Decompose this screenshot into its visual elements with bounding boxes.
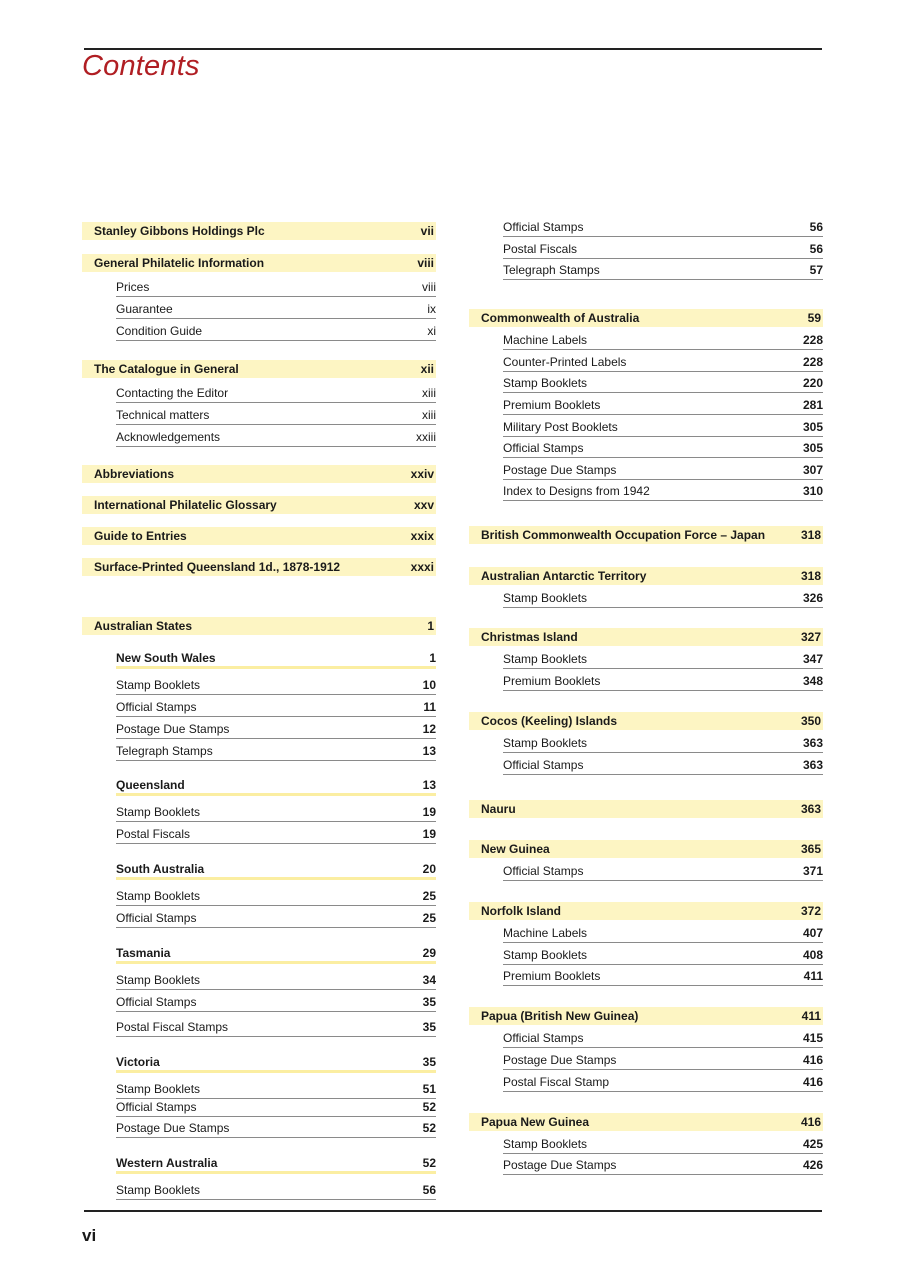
section-label: Guide to Entries [94, 529, 187, 543]
toc-section[interactable] [469, 1007, 823, 1025]
page-title: Contents [82, 50, 200, 82]
entry-page: 13 [422, 744, 436, 758]
toc-subsection[interactable] [116, 1053, 436, 1073]
toc-entry[interactable] [503, 331, 823, 350]
entry-page: 10 [422, 678, 436, 692]
toc-entry[interactable] [116, 300, 436, 319]
entry-label: Official Stamps [116, 995, 197, 1009]
entry-page: 416 [802, 1053, 823, 1067]
entry-label: Stamp Booklets [503, 376, 588, 390]
entry-label: Official Stamps [503, 1031, 584, 1045]
entry-page: 426 [802, 1158, 823, 1172]
toc-entry[interactable] [116, 1098, 436, 1117]
entry-label: Stamp Booklets [503, 591, 588, 605]
toc-entry[interactable] [503, 1029, 823, 1048]
entry-label: Official Stamps [503, 864, 584, 878]
section-page: 318 [800, 569, 821, 583]
section-page: xxiv [410, 467, 434, 481]
toc-entry[interactable] [503, 650, 823, 669]
toc-section[interactable] [82, 527, 436, 545]
section-label: Commonwealth of Australia [481, 311, 640, 325]
entry-page: 411 [803, 969, 823, 983]
page-number: vi [82, 1226, 97, 1245]
entry-label: Stamp Booklets [503, 948, 588, 962]
section-page: 372 [800, 904, 821, 918]
subsection-page: 20 [422, 862, 436, 876]
entry-label: Stamp Booklets [116, 973, 201, 987]
toc-entry[interactable] [116, 428, 436, 447]
toc-section[interactable] [469, 902, 823, 920]
entry-page: 51 [422, 1082, 436, 1096]
subsection-label: Western Australia [116, 1156, 218, 1170]
entry-page: ix [427, 302, 436, 316]
toc-section[interactable] [469, 840, 823, 858]
section-page: 363 [800, 802, 821, 816]
subsection-label: New South Wales [116, 651, 216, 665]
toc-section[interactable] [82, 222, 436, 240]
entry-page: 19 [422, 805, 436, 819]
section-label: Surface-Printed Queensland 1d., 1878-1912 [94, 560, 341, 574]
section-label: Australian Antarctic Territory [481, 569, 647, 583]
subsection-label: South Australia [116, 862, 205, 876]
toc-section[interactable] [469, 712, 823, 730]
entry-label: Postal Fiscals [503, 242, 578, 256]
entry-page: 363 [802, 758, 823, 772]
toc-entry[interactable] [116, 803, 436, 822]
entry-page: 56 [809, 242, 823, 256]
toc-subsection[interactable] [116, 776, 436, 796]
entry-label: Postal Fiscal Stamp [503, 1075, 610, 1089]
entry-label: Guarantee [116, 302, 173, 316]
toc-section[interactable] [469, 800, 823, 818]
entry-label: Official Stamps [116, 1100, 197, 1114]
subsection-page: 35 [422, 1055, 436, 1069]
entry-label: Postage Due Stamps [503, 1158, 617, 1172]
toc-entry[interactable] [116, 1080, 436, 1099]
entry-label: Postal Fiscal Stamps [116, 1020, 229, 1034]
subsection-page: 29 [422, 946, 436, 960]
entry-page: xiii [422, 408, 436, 422]
entry-label: Stamp Booklets [116, 678, 201, 692]
entry-page: 52 [422, 1100, 436, 1114]
toc-subsection[interactable] [116, 860, 436, 880]
section-page: xxxi [410, 560, 434, 574]
entry-label: Official Stamps [116, 700, 197, 714]
toc-entry[interactable] [116, 406, 436, 425]
toc-entry[interactable] [116, 676, 436, 695]
entry-page: 228 [802, 333, 823, 347]
entry-label: Telegraph Stamps [116, 744, 213, 758]
toc-section[interactable] [469, 526, 823, 544]
toc-section[interactable] [469, 1113, 823, 1131]
section-page: 327 [800, 630, 821, 644]
entry-page: 415 [802, 1031, 823, 1045]
entry-label: Stamp Booklets [116, 805, 201, 819]
entry-label: Official Stamps [503, 220, 584, 234]
toc-entry[interactable] [116, 1181, 436, 1200]
toc-subsection[interactable] [116, 649, 436, 669]
section-page: xxv [413, 498, 434, 512]
section-label: Papua New Guinea [481, 1115, 590, 1129]
entry-label: Stamp Booklets [503, 1137, 588, 1151]
toc-entry[interactable] [503, 418, 823, 437]
entry-label: Stamp Booklets [503, 736, 588, 750]
toc-entry[interactable] [116, 384, 436, 403]
toc-entry[interactable] [503, 1073, 823, 1092]
entry-label: Acknowledgements [116, 430, 221, 444]
entry-page: viii [422, 280, 436, 294]
entry-label: Postage Due Stamps [116, 722, 230, 736]
section-label: International Philatelic Glossary [94, 498, 277, 512]
toc-entry[interactable] [503, 240, 823, 259]
section-page: xxix [410, 529, 434, 543]
entry-page: 56 [422, 1183, 436, 1197]
section-page: 365 [800, 842, 821, 856]
section-label: Abbreviations [94, 467, 175, 481]
entry-page: 56 [809, 220, 823, 234]
entry-label: Military Post Booklets [503, 420, 618, 434]
toc-entry[interactable] [116, 909, 436, 928]
entry-label: Telegraph Stamps [503, 263, 600, 277]
toc-entry[interactable] [503, 218, 823, 237]
bottom-rule [84, 1210, 822, 1212]
entry-page: 407 [802, 926, 823, 940]
subsection-label: Queensland [116, 778, 185, 792]
entry-page: 281 [802, 398, 823, 412]
toc-entry[interactable] [116, 278, 436, 297]
section-label: The Catalogue in General [94, 362, 239, 376]
toc-entry[interactable] [116, 971, 436, 990]
toc-entry[interactable] [116, 720, 436, 739]
toc-entry[interactable] [503, 756, 823, 775]
entry-label: Premium Booklets [503, 674, 601, 688]
section-label: Australian States [94, 619, 193, 633]
entry-label: Stamp Booklets [116, 1183, 201, 1197]
toc-section[interactable] [82, 360, 436, 378]
entry-page: 34 [422, 973, 436, 987]
entry-page: 25 [422, 889, 436, 903]
section-label: Stanley Gibbons Holdings Plc [94, 224, 265, 238]
entry-label: Counter-Printed Labels [503, 355, 627, 369]
entry-page: 228 [802, 355, 823, 369]
section-page: 59 [807, 311, 821, 325]
subsection-label: Victoria [116, 1055, 160, 1069]
toc-entry[interactable] [503, 924, 823, 943]
section-label: Norfolk Island [481, 904, 562, 918]
entry-label: Stamp Booklets [116, 1082, 201, 1096]
entry-label: Premium Booklets [503, 969, 601, 983]
entry-label: Premium Booklets [503, 398, 601, 412]
entry-page: 12 [422, 722, 436, 736]
subsection-label: Tasmania [116, 946, 171, 960]
entry-page: 35 [422, 1020, 436, 1034]
section-page: viii [417, 256, 434, 270]
toc-subsection[interactable] [116, 1154, 436, 1174]
entry-label: Postage Due Stamps [503, 1053, 617, 1067]
toc-entry[interactable] [116, 1018, 436, 1037]
toc-entry[interactable] [116, 887, 436, 906]
entry-page: 425 [802, 1137, 823, 1151]
toc-section[interactable] [82, 465, 436, 483]
toc-entry[interactable] [503, 261, 823, 280]
entry-page: 57 [809, 263, 823, 277]
toc-section[interactable] [82, 496, 436, 514]
toc-entry[interactable] [116, 322, 436, 341]
entry-label: Stamp Booklets [503, 652, 588, 666]
entry-label: Postage Due Stamps [116, 1121, 230, 1135]
toc-entry[interactable] [116, 698, 436, 717]
entry-page: 371 [802, 864, 823, 878]
toc-entry[interactable] [503, 374, 823, 393]
toc-entry[interactable] [503, 1051, 823, 1070]
section-label: Nauru [481, 802, 516, 816]
entry-page: 52 [422, 1121, 436, 1135]
toc-entry[interactable] [503, 439, 823, 458]
entry-label: Machine Labels [503, 333, 588, 347]
entry-page: xiii [422, 386, 436, 400]
section-page: xii [420, 362, 434, 376]
toc-entry[interactable] [503, 1135, 823, 1154]
entry-label: Technical matters [116, 408, 210, 422]
entry-label: Prices [116, 280, 150, 294]
toc-entry[interactable] [503, 734, 823, 753]
toc-entry[interactable] [503, 461, 823, 480]
toc-section[interactable] [82, 558, 436, 576]
subsection-page: 1 [429, 651, 436, 665]
subsection-page: 52 [422, 1156, 436, 1170]
section-label: New Guinea [481, 842, 550, 856]
entry-label: Postage Due Stamps [503, 463, 617, 477]
section-page: 350 [800, 714, 821, 728]
entry-page: 326 [802, 591, 823, 605]
toc-entry[interactable] [503, 672, 823, 691]
toc-section[interactable] [82, 617, 436, 635]
section-page: 411 [801, 1009, 821, 1023]
entry-label: Machine Labels [503, 926, 588, 940]
section-page: 318 [800, 528, 821, 542]
entry-label: Official Stamps [503, 441, 584, 455]
entry-page: 220 [802, 376, 823, 390]
toc-section[interactable] [469, 567, 823, 585]
toc-entry[interactable] [503, 946, 823, 965]
entry-page: 25 [422, 911, 436, 925]
entry-page: 19 [422, 827, 436, 841]
section-label: Christmas Island [481, 630, 578, 644]
section-label: Cocos (Keeling) Islands [481, 714, 618, 728]
toc-entry[interactable] [503, 967, 823, 986]
entry-page: 35 [422, 995, 436, 1009]
entry-page: xi [427, 324, 436, 338]
entry-page: 408 [802, 948, 823, 962]
entry-page: 416 [802, 1075, 823, 1089]
section-page: 1 [427, 619, 434, 633]
entry-label: Stamp Booklets [116, 889, 201, 903]
entry-page: xxiii [416, 430, 436, 444]
toc-entry[interactable] [503, 482, 823, 501]
entry-page: 307 [802, 463, 823, 477]
toc-entry[interactable] [503, 396, 823, 415]
toc-entry[interactable] [116, 1119, 436, 1138]
entry-page: 348 [802, 674, 823, 688]
section-label: General Philatelic Information [94, 256, 265, 270]
toc-subsection[interactable] [116, 944, 436, 964]
entry-label: Official Stamps [503, 758, 584, 772]
entry-page: 363 [802, 736, 823, 750]
subsection-page: 13 [422, 778, 436, 792]
toc-entry[interactable] [503, 589, 823, 608]
toc-section[interactable] [469, 309, 823, 327]
entry-page: 310 [802, 484, 823, 498]
section-label: Papua (British New Guinea) [481, 1009, 639, 1023]
entry-label: Official Stamps [116, 911, 197, 925]
toc-entry[interactable] [503, 353, 823, 372]
section-label: British Commonwealth Occupation Force – Japan [481, 528, 766, 542]
toc-entry[interactable] [116, 993, 436, 1012]
entry-page: 347 [802, 652, 823, 666]
entry-page: 11 [423, 700, 436, 714]
toc-entry[interactable] [116, 742, 436, 761]
entry-label: Index to Designs from 1942 [503, 484, 650, 498]
entry-page: 305 [802, 420, 823, 434]
entry-label: Postal Fiscals [116, 827, 191, 841]
toc-entry[interactable] [503, 862, 823, 881]
entry-label: Condition Guide [116, 324, 203, 338]
toc-entry[interactable] [503, 1156, 823, 1175]
toc-entry[interactable] [116, 825, 436, 844]
entry-label: Contacting the Editor [116, 386, 229, 400]
section-page: vii [420, 224, 434, 238]
toc-section[interactable] [469, 628, 823, 646]
toc-section[interactable] [82, 254, 436, 272]
section-page: 416 [800, 1115, 821, 1129]
entry-page: 305 [802, 441, 823, 455]
